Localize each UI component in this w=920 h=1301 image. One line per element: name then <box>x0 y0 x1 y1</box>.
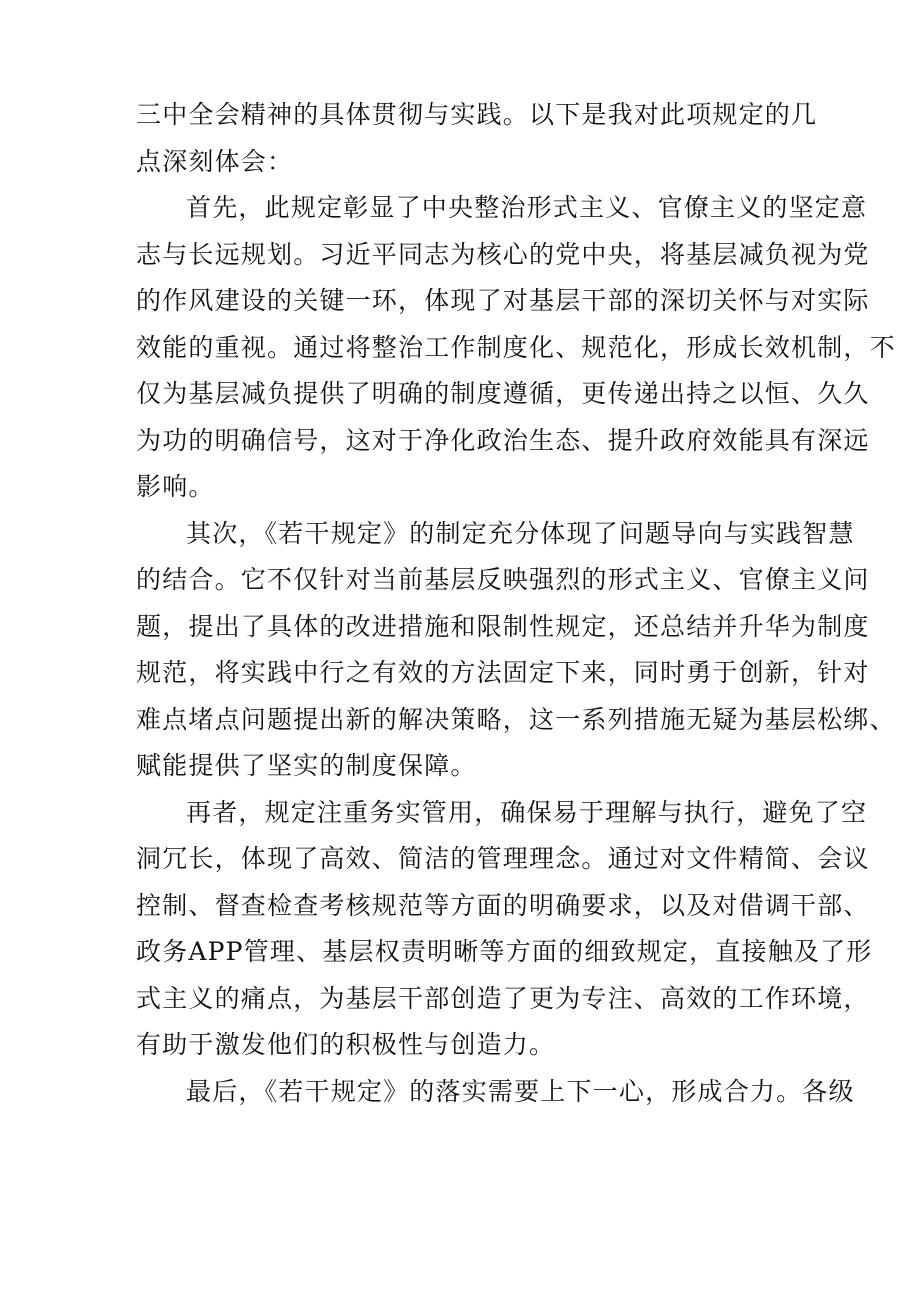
text-line: 难点堵点问题提出新的解决策略，这一系列措施无疑为基层松绑、 <box>136 704 896 734</box>
text-line: 影响。 <box>136 472 215 501</box>
paragraph-first <box>136 185 896 511</box>
text-line: 三中全会精神的具体贯彻与实践。以下是我对此项规定的几 <box>136 100 818 129</box>
text-line: 的作风建设的关键一环，体现了对基层干部的深切关怀与对实际 <box>136 286 870 315</box>
text-line: 其次，《若干规定》的制定充分体现了问题导向与实践智慧 <box>186 518 855 548</box>
text-line: 洞冗长，体现了高效、简洁的管理理念。通过对文件精简、会议 <box>136 844 870 873</box>
text-line: 志与长远规划。习近平同志为核心的党中央，将基层减负视为党 <box>136 239 870 269</box>
document-body <box>136 92 896 1115</box>
text-line: 的结合。它不仅针对当前基层反映强烈的形式主义、官僚主义问 <box>136 565 870 594</box>
text-line: 最后，《若干规定》的落实需要上下一心，形成合力。各级 <box>186 1076 855 1106</box>
paragraph-intro <box>136 92 818 185</box>
text-line: 政务APP管理、基层权责明晰等方面的细致规定，直接触及了形 <box>136 937 873 966</box>
paragraph-third <box>136 790 873 1069</box>
text-line: 仅为基层减负提供了明确的制度遵循，更传递出持之以恒、久久 <box>136 379 870 408</box>
text-line: 效能的重视。通过将整治工作制度化、规范化，形成长效机制，不 <box>136 332 896 362</box>
paragraph-last <box>136 1069 855 1116</box>
text-line: 赋能提供了坚实的制度保障。 <box>136 751 477 780</box>
text-line: 点深刻体会： <box>136 146 294 176</box>
text-line: 题，提出了具体的改进措施和限制性规定，还总结并升华为制度 <box>136 611 870 641</box>
text-line: 为功的明确信号，这对于净化政治生态、提升政府效能具有深远 <box>136 425 870 455</box>
text-line: 首先，此规定彰显了中央整治形式主义、官僚主义的坚定意 <box>186 193 868 222</box>
text-line: 再者，规定注重务实管用，确保易于理解与执行，避免了空 <box>186 797 868 827</box>
paragraph-second <box>136 511 896 790</box>
text-line: 式主义的痛点，为基层干部创造了更为专注、高效的工作环境， <box>136 983 870 1013</box>
text-line: 控制、督查检查考核规范等方面的明确要求，以及对借调干部、 <box>136 890 870 920</box>
text-line: 有助于激发他们的积极性与创造力。 <box>136 1030 556 1059</box>
text-line: 规范，将实践中行之有效的方法固定下来，同时勇于创新，针对 <box>136 658 870 687</box>
